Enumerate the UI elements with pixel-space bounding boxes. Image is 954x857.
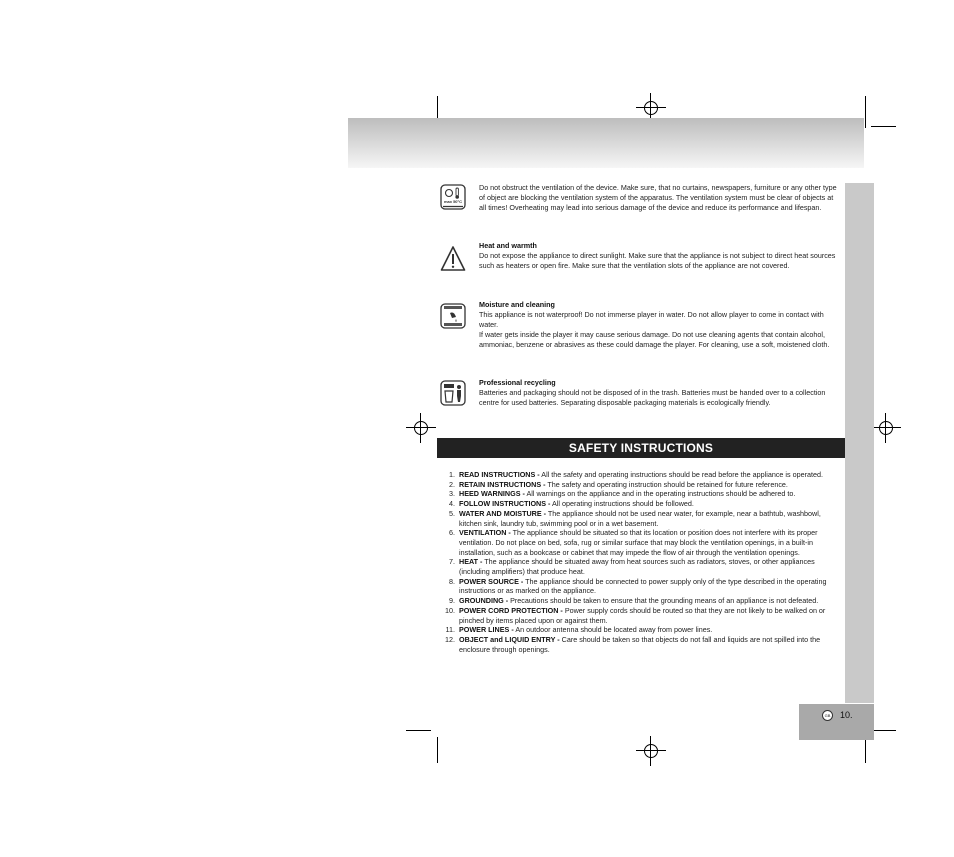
side-bar [845,183,874,703]
page-number: 10. [840,710,853,720]
note-paragraph: Do not obstruct the ventilation of the device. Make sure, that no curtains, newspapers, furniture or any other type of object are blocking the ventilation system of the apparatus. The ventilation system must be clear of objects at all times! Overheating may lead into serious damage of the device and reduce its performance and lifespan. [479,183,837,212]
item-number: 8. [449,576,455,586]
crop-mark [871,730,896,731]
item-label: GROUNDING - [459,596,509,606]
note-paragraph: Do not expose the appliance to direct sunlight. Make sure that the appliance is not subject to direct heat sources such as heaters or open fire. Make sure that the ventilation slots of the appliance are not covered. [479,250,836,270]
header-band [348,118,864,168]
crop-mark [871,126,896,127]
note-paragraph: This appliance is not waterproof! Do not immerse player in water. Do not allow player to come in contact with water. [479,309,824,329]
list-item [436,606,842,625]
item-number: 2. [449,479,455,489]
crop-mark [865,96,866,128]
list-item [436,557,842,576]
item-label: POWER LINES - [459,625,514,635]
item-label: POWER SOURCE - [459,576,524,586]
item-number: 12. [445,634,455,644]
note-heat-and-warmth [479,241,841,271]
list-item [436,499,842,509]
item-label: HEED WARNINGS - [459,489,525,499]
ventilation-temperature-icon [440,184,466,210]
crop-mark [865,737,866,763]
item-number: 9. [449,596,455,606]
item-text: All warnings on the appliance and in the operating instructions should be adhered to. [524,489,796,499]
item-text: The appliance should be connected to power supply only of the type described in the operating instructions or as marked on the appliance. [459,576,827,596]
item-label: HEAT - [459,557,483,567]
item-number: 6. [449,528,455,538]
item-text: All the safety and operating instructions should be read before the appliance is operated. [539,470,823,479]
item-number: 3. [449,489,455,499]
recycling-bin-icon [440,380,466,406]
item-text: Power supply cords should be routed so that they are not likely to be walked on or pinched by items placed upon or against them. [459,605,826,625]
item-text: The safety and operating instruction should be retained for future reference. [545,479,788,489]
crop-mark [437,737,438,763]
list-item [436,528,842,557]
note-paragraph: If water gets inside the player it may cause serious damage. Do not use cleaning agents that contain alcohol, ammoniac, benzene or abrasives as these could damage the player. For cleaning, use a soft, moistened cloth. [479,329,830,349]
registration-mark [871,413,901,443]
water-drop-icon [440,303,466,329]
note-paragraph: Batteries and packaging should not be disposed of in the trash. Batteries must be handed over to a collection centre for used batteries. Separating disposable packaging materials is ecologically friendly. [479,387,826,407]
warning-triangle-icon [440,245,466,271]
note-ventilation [479,183,841,213]
item-number: 7. [449,557,455,567]
registration-mark [636,736,666,766]
item-number: 11. [445,625,455,635]
section-heading: SAFETY INSTRUCTIONS [437,438,845,458]
item-label: RETAIN INSTRUCTIONS - [459,479,546,489]
item-text: An outdoor antenna should be located away from power lines. [513,625,713,635]
note-title: Moisture and cleaning [479,300,555,309]
item-label: OBJECT and LIQUID ENTRY - [459,634,560,644]
item-label: FOLLOW INSTRUCTIONS - [459,499,551,509]
item-text: All operating instructions should be followed. [550,499,694,509]
registration-mark [406,413,436,443]
list-item [436,470,842,480]
list-item [436,635,842,654]
note-professional-recycling [479,378,841,408]
language-flag-icon: GB [822,710,833,721]
list-item [436,480,842,490]
item-text: The appliance should be situated so that its location or position does not interfere with its proper ventilation. Do not place on bed, sofa, rug or similar surface that may block the ventilation openings, in a built-in installation, such as a bookcase or cabinet that may impede the flow of air through the ventilation openings. [459,528,818,557]
list-item [436,509,842,528]
item-label: POWER CORD PROTECTION - [459,605,563,615]
item-label: WATER AND MOISTURE - [459,508,547,518]
safety-instructions-list [436,470,842,654]
item-number: 1. [449,470,455,479]
icon-label: max 50°C [443,199,463,204]
item-label: VENTILATION - [459,528,511,538]
note-title: Professional recycling [479,378,556,387]
item-label: READ INSTRUCTIONS - [459,470,540,479]
note-moisture-and-cleaning [479,300,841,350]
list-item [436,489,842,499]
item-number: 10. [445,605,455,615]
crop-mark [406,730,431,731]
item-text: The appliance should be situated away from heat sources such as radiators, stoves, or other appliances (including amplifiers) that produce heat. [459,557,815,577]
item-text: Precautions should be taken to ensure that the grounding means of an appliance is not defeated. [508,596,819,606]
item-text: The appliance should not be used near water, for example, near a bathtub, washbowl, kitchen sink, laundry tub, swimming pool or in a wet basement. [459,508,821,528]
list-item [436,577,842,596]
item-text: Care should be taken so that objects do not fall and liquids are not spilled into the enclosure through openings. [459,634,821,654]
item-number: 5. [449,508,455,518]
page-number-tab [799,704,874,740]
list-item [436,596,842,606]
note-title: Heat and warmth [479,241,537,250]
item-number: 4. [449,499,455,509]
list-item [436,625,842,635]
